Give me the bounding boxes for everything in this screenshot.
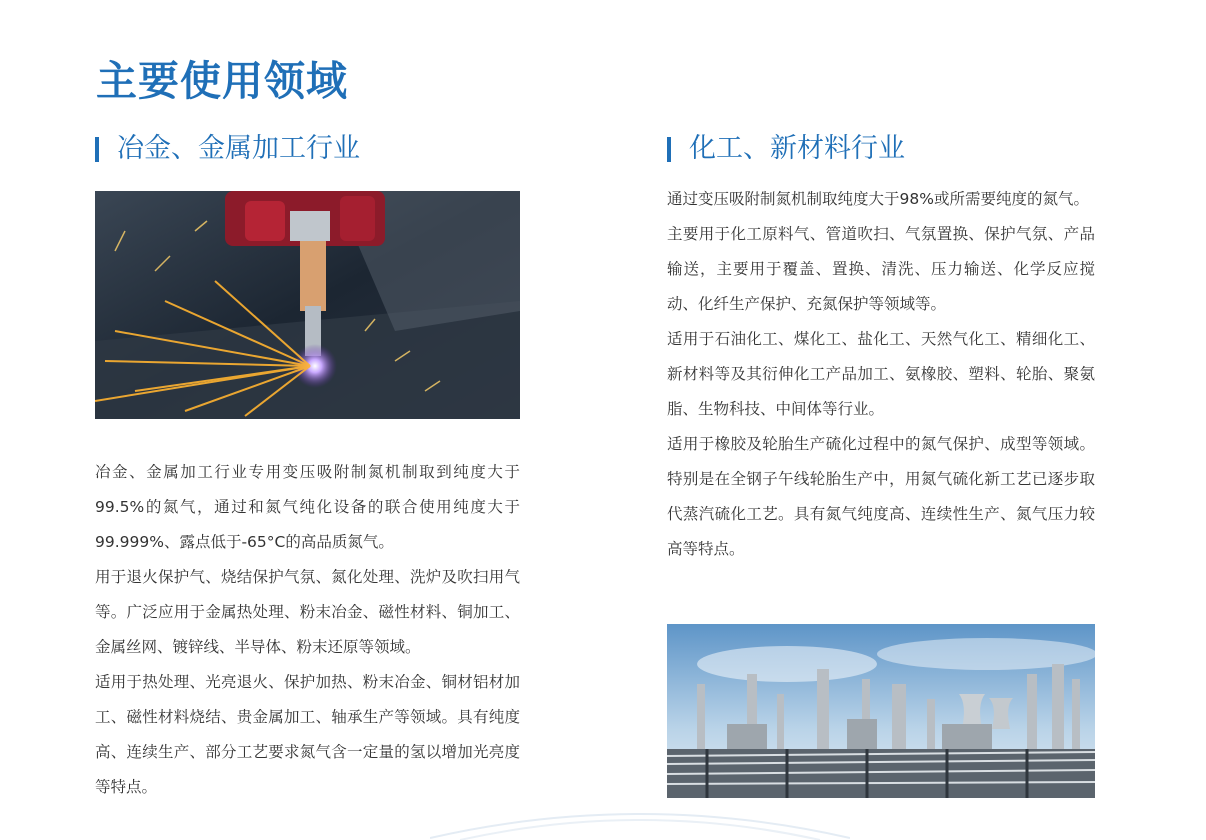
section-heading-text: 冶金、金属加工行业 [117,133,360,164]
laser-cutting-photo [95,191,520,419]
chemical-plant-photo [667,624,1095,798]
heading-accent-bar [95,137,99,162]
paragraph: 适用于石油化工、煤化工、盐化工、天然气化工、精细化工、新材料等及其衍伸化工产品加工、氨橡胶、塑料、轮胎、聚氨脂、生物科技、中间体等行业。 [667,330,1095,418]
paragraph: 冶金、金属加工行业专用变压吸附制氮机制取到纯度大于99.5%的氮气，通过和氮气纯化设备的联合使用纯度大于99.999%、露点低于-65°C的高品质氮气。 [95,463,520,551]
paragraph: 适用于热处理、光亮退火、保护加热、粉末冶金、铜材铝材加工、磁性材料烧结、贵金属加工、轴承生产等领域。具有纯度高、连续生产、部分工艺要求氮气含一定量的氢以增加光亮度等特点。 [95,673,520,796]
metallurgy-description [95,455,520,805]
section-heading-text: 化工、新材料行业 [689,133,905,164]
decorative-wave [430,800,850,840]
section-heading-chemical [667,133,905,165]
section-heading-metallurgy [95,133,360,165]
chemical-plant-illustration [667,624,1095,798]
heading-accent-bar [667,137,671,162]
paragraph: 主要用于化工原料气、管道吹扫、气氛置换、保护气氛、产品输送，主要用于覆盖、置换、清洗、压力输送、化学反应搅动、化纤生产保护、充氮保护等领域等。 [667,225,1095,313]
page-title: 主要使用领域 [96,57,348,105]
paragraph: 用于退火保护气、烧结保护气氛、氮化处理、洗炉及吹扫用气等。广泛应用于金属热处理、粉末冶金、磁性材料、铜加工、金属丝网、镀锌线、半导体、粉末还原等领域。 [95,568,520,656]
paragraph: 通过变压吸附制氮机制取纯度大于98%或所需要纯度的氮气。 [667,190,1089,208]
laser-cutting-illustration [95,191,520,419]
chemical-description [667,182,1095,567]
paragraph: 适用于橡胶及轮胎生产硫化过程中的氮气保护、成型等领域。特别是在全钢子午线轮胎生产中，用氮气硫化新工艺已逐步取代蒸汽硫化工艺。具有氮气纯度高、连续性生产、氮气压力较高等特点。 [667,435,1095,558]
